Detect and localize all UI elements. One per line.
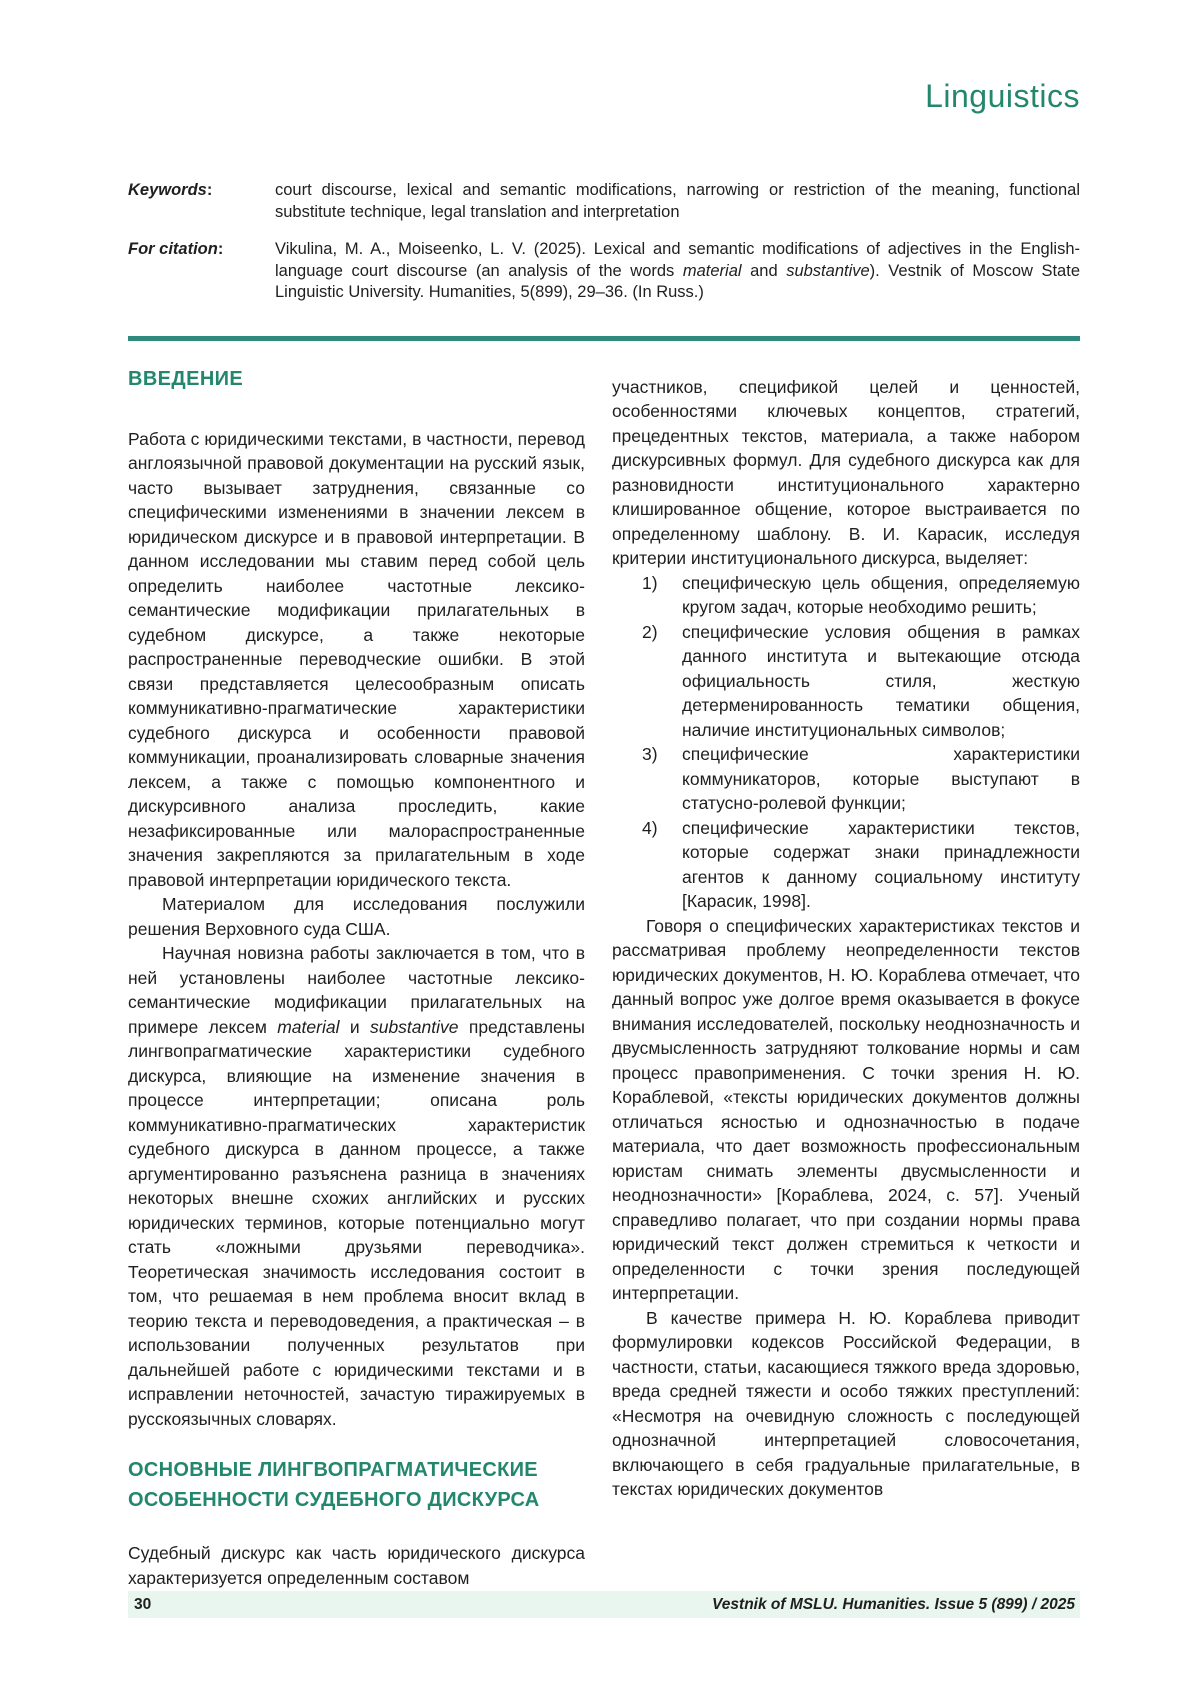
list-item-1 [612, 571, 1080, 620]
keywords-label [128, 180, 275, 223]
citation-label [128, 239, 275, 304]
keywords-label-text: Keywords [128, 181, 207, 199]
paragraph-korableva: Говоря о специфических характеристиках текстов и рассматривая проблему неопределенности текстов юридических документов, Н. Ю. Кораблева отмечает, что данный вопрос уже долгое время оказывается в фокусе внимания исследователей, поскольку неоднозначность и двусмысленность затрудняют толкование нормы и сам процесс правоприменения. С точки зрения Н. Ю. Кораблевой, «тексты юридических документов должны отличаться ясностью и однозначностью в подаче материала, что дает возможность профессиональным юристам снимать элементы двусмысленности и неоднозначности» [Кораблева, 2024, с. 57]. Ученый справедливо полагает, что при создании нормы права юридический текст должен стремиться к четкости и определенности с точки зрения последующей интерпретации. [612, 915, 1080, 1303]
keywords-colon: : [206, 181, 213, 199]
section-heading-line-2: ОСОБЕННОСТИ СУДЕБНОГО ДИСКУРСА [128, 1489, 540, 1511]
numbered-list [612, 571, 1080, 914]
page-content [128, 0, 1080, 1590]
paragraph-court-discourse: Судебный дискурс как часть юридического дискурса характеризуется определенным составом [128, 1543, 585, 1588]
paragraph-novelty: Научная новизна работы заключается в том, что в ней установлены наиболее частотные лексико-семантические модификации прилагательных на примере лексем material и substantive представлены лингвопрагматические характеристики судебного дискурса, влияющие на изменение значения в процессе интерпретации; описана роль коммуникативно-прагматических характеристик судебного дискурса в данном процессе, а также аргументированно разъяснена разница в значениях некоторых внешне схожих английских и русских юридических терминов, которые потенциально могут стать «ложными друзьями переводчика». Теоретическая значимость исследования состоит в том, что решаемая в нем проблема вносит вклад в теорию текста и переводоведения, а практическая – в использовании полученных результатов при дальнейшей работе с юридическими текстами и в исправлении неточностей, зачастую тиражируемых в русскоязычных словарях. [128, 943, 586, 1429]
paragraph-material: Материалом для исследования послужили решения Верховного суда США. [128, 894, 585, 939]
list-item-2-number: 2) [642, 621, 658, 642]
page-number: 30 [134, 1595, 152, 1613]
citation-text: Vikulina, M. A., Moiseenko, L. V. (2025). Lexical and semantic modifications of adjectives in the English-language court discourse (an analysis of the words material and substantive). Vestnik of Moscow State Linguistic University. Humanities, 5(899), 29–36. (In Russ.) [275, 240, 1080, 301]
list-item-3-number: 3) [642, 744, 658, 764]
list-item-1-number: 1) [642, 572, 658, 593]
left-column [128, 363, 585, 1591]
list-item-2-text: специфические условия общения в рамках данного института и вытекающие отсюда официальность стиля, жесткую детерменированность тематики общения, наличие институциональных символов; [682, 621, 1080, 740]
meta-block [128, 180, 1080, 304]
list-item-1-text: специфическую цель общения, определяемую кругом задач, которые необходимо решить; [682, 572, 1080, 617]
journal-section-label: Linguistics [925, 78, 1080, 114]
keywords-text: court discourse, lexical and semantic modifications, narrowing or restriction of the meaning, functional substitute technique, legal translation and interpretation [275, 181, 1080, 221]
citation-label-text: For citation [128, 240, 218, 258]
section-heading [128, 1455, 585, 1515]
list-item-3 [612, 742, 1080, 816]
list-item-4 [612, 816, 1080, 914]
list-item-4-number: 4) [642, 817, 658, 838]
paragraph-example: В качестве примера Н. Ю. Кораблева приводит формулировки кодексов Российской Федерации, в частности, статьи, касающиеся тяжкого вреда здоровью, вреда средней тяжести и особо тяжких преступлений: «Несмотря на очевидную сложность с последующей однозначной интерпретацией словосочетания, включающего в себя градуальные прилагательные, в текстах юридических документов [612, 1307, 1080, 1499]
list-item-3-text: специфические характеристики коммуникаторов, которые выступают в статусно-ролевой функции; [682, 744, 1080, 813]
paragraph-intro-1: Работа с юридическими текстами, в частности, перевод англоязычной правовой документации на русский язык, часто вызывает затруднения, связанные со специфическими изменениями в значении лексем в юридическом дискурсе и в правовой интерпретации. В данном исследовании мы ставим перед собой цель определить наиболее частотные лексико-семантические модификации прилагательных в судебном дискурсе, а также некоторые распространенные переводческие ошибки. В этой связи представляется целесообразным описать коммуникативно-прагматические характеристики судебного дискурса и особенности правовой коммуникации, проанализировать словарные значения лексем, а также с помощью компонентного и дискурсивного анализа проследить, какие незафиксированные или малораспространенные значения закрепляются за прилагательным в ходе правовой интерпретации юридического текста. [128, 428, 585, 890]
content-columns [128, 363, 1080, 1591]
header-divider [128, 336, 1080, 341]
list-item-4-text: специфические характеристики текстов, которые содержат знаки принадлежности агентов к данному социальному институту [Карасик, 1998]. [682, 817, 1080, 911]
journal-footer-title: Vestnik of MSLU. Humanities. Issue 5 (899) / 2025 [712, 1595, 1075, 1613]
page-footer [128, 1591, 1080, 1618]
intro-heading: ВВЕДЕНИЕ [128, 367, 244, 390]
paragraph-continuation: участников, спецификой целей и ценностей, особенностями ключевых концептов, стратегий, прецедентных текстов, материала, а также набором дискурсивных формул. Для судебного дискурса как для разновидности институционального характерно клишированное общение, которое выстраивается по определенному шаблону. В. И. Карасик, исследуя критерии институционального дискурса, выделяет: [612, 376, 1080, 568]
citation-colon: : [217, 240, 224, 258]
right-column [612, 363, 1080, 1591]
section-heading-line-1: ОСНОВНЫЕ ЛИНГВОПРАГМАТИЧЕСКИЕ [128, 1459, 538, 1481]
list-item-2 [612, 620, 1080, 743]
